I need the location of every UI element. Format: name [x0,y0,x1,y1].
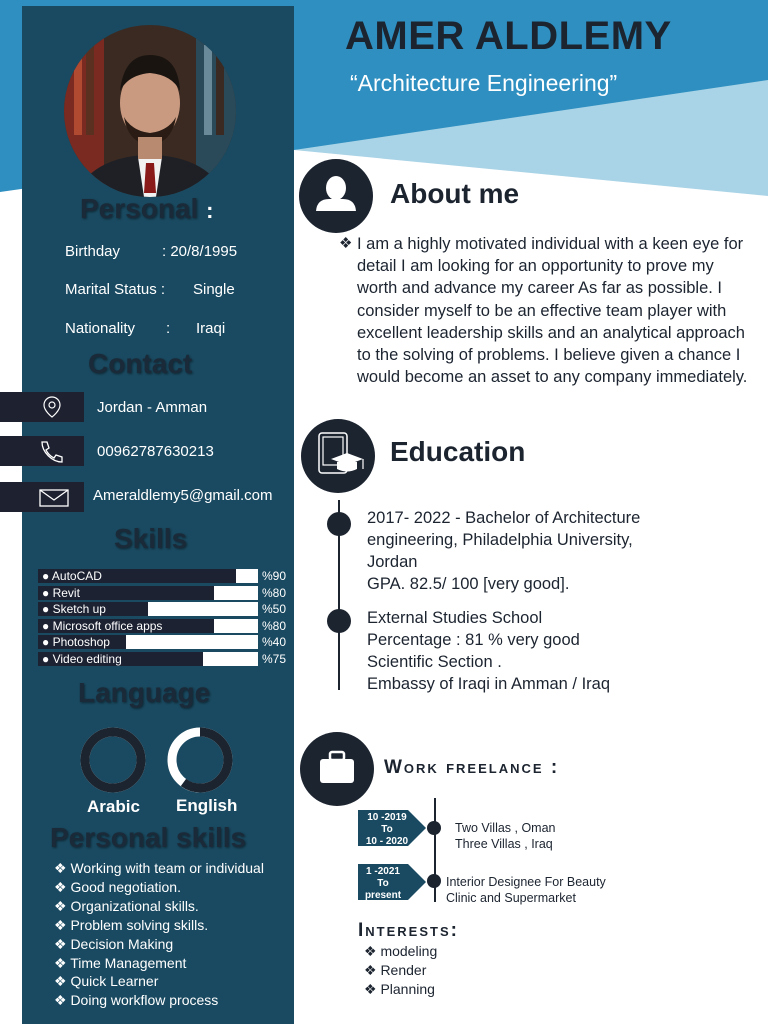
user-icon [299,159,373,233]
edu1-line4: GPA. 82.5/ 100 [very good]. [367,575,570,593]
skill-name: ● Sketch up [42,602,106,616]
education-icon-circle [301,419,375,493]
skill-bar [38,652,258,666]
location-text: Jordan - Amman [97,399,208,416]
nationality-value: Iraqi [196,320,226,337]
education-entry-2 [367,607,610,695]
language-rings [70,722,250,802]
language-heading: Language [78,677,211,708]
marital-label: Marital Status : [65,281,166,298]
skill-percent: %80 [262,618,287,633]
education-timeline [320,500,360,692]
email-link[interactable]: Ameraldlemy5@gmail.com [93,487,273,504]
nationality-label: Nationality [65,320,136,337]
personal-heading-colon: : [206,198,214,223]
skill-name: ● Photoshop [42,635,110,649]
skill-bar [38,569,258,583]
mail-icon [0,482,84,512]
work1-line2: Three Villas , Iraq [455,837,553,851]
personal-skill-item: ❖ Time Management [54,954,187,971]
skill-percent: %80 [262,585,287,600]
skill-name: ● Revit [42,585,80,600]
work-date-2 [354,866,412,902]
work-entry-1 [455,820,556,852]
skill-percent: %40 [262,635,287,649]
phone-icon [0,436,84,466]
personal-heading: Personal : [80,193,214,224]
skill-percent: %75 [262,651,287,666]
personal-skill-item: ❖ Organizational skills. [54,897,199,914]
work1-line1: Two Villas , Oman [455,821,556,835]
about-bullet: ❖ [339,235,353,252]
marital-value: Single [193,281,235,298]
work2-date-start: 1 -2021 [366,866,400,877]
personal-skill-item: ❖ Decision Making [54,935,174,952]
personal-skill-item: ❖ Problem solving skills. [54,916,209,933]
language-arabic: Arabic [87,797,140,816]
work1-date-to: To [381,824,393,835]
education-heading: Education [390,436,526,467]
personal-skill-item: ❖ Quick Learner [54,973,159,990]
skill-bar [38,586,258,600]
language-english: English [176,796,238,815]
interest-item: ❖ modeling [364,943,438,959]
skill-percent: %90 [262,569,287,583]
birthday-value: : 20/8/1995 [162,243,238,260]
email-box [0,482,84,512]
edu1-line1: 2017- 2022 - Bachelor of Architecture [367,509,641,527]
work-heading: Work freelance : [384,757,560,778]
work-entry-2 [446,874,606,906]
skill-name: ● Microsoft office apps [42,618,163,633]
about-text: I am a highly motivated individual with a keen eye for detail I am looking for an opportunity to prove my worth and advance my career As far as possible. I consider myself to be an effective team player with excellent leadership skills and an analytical approach to the solving of problems. I believe given a chance I would become an asset to any company immediately. [357,235,748,387]
interest-item: ❖ Render [364,962,427,978]
education-entry-1 [367,507,640,595]
edu2-line4: Embassy of Iraqi in Amman / Iraq [367,675,611,693]
work1-date-end: 10 - 2020 [365,836,409,847]
edu2-line1: External Studies School [367,609,543,627]
birthday-label: Birthday [65,243,121,260]
work2-line1: Interior Designee For Beauty [446,875,606,889]
work2-date-to: To [377,878,389,889]
timeline-dot [327,609,351,633]
interest-item: ❖ Planning [364,981,435,997]
candidate-title: “Architecture Engineering” [350,70,618,96]
skill-bar [38,602,258,616]
edu2-line2: Percentage : 81 % very good [367,631,580,649]
about-heading: About me [390,178,520,209]
personal-skill-item: ❖ Good negotiation. [54,878,181,895]
skills-heading: Skills [114,523,188,554]
skill-name: ● AutoCAD [42,569,102,583]
work-date-1 [358,812,416,848]
profile-photo [64,25,236,197]
location-icon [0,392,84,422]
phone-box [0,436,84,466]
nationality-sep: : [166,320,171,337]
candidate-name: AMER ALDLEMY [345,14,672,58]
work2-date-end: present [364,890,402,901]
edu1-line2: engineering, Philadelphia University, [367,531,633,549]
about-icon-circle [299,159,373,233]
skill-name: ● Video editing [42,651,122,666]
skill-bar [38,635,258,649]
personal-skills-heading: Personal skills [50,822,247,853]
skill-percent: %50 [262,602,287,616]
timeline-dot [327,512,351,536]
location-box [0,392,84,422]
work-icon-circle [300,732,374,806]
education-icon [301,419,375,493]
briefcase-icon [300,732,374,806]
contact-heading: Contact [88,348,193,379]
skill-bar [38,619,258,633]
personal-skill-item: ❖ Working with team or individual [54,860,264,876]
personal-skill-item: ❖ Doing workflow process [54,992,219,1009]
interests-heading: Interests: [358,920,459,941]
edu1-line3: Jordan [367,553,418,571]
work2-line2: Clinic and Supermarket [446,891,576,905]
phone-link[interactable]: 00962787630213 [97,443,214,460]
edu2-line3: Scientific Section . [367,653,502,671]
ring-arabic [85,732,141,788]
work1-date-start: 10 -2019 [367,812,407,823]
